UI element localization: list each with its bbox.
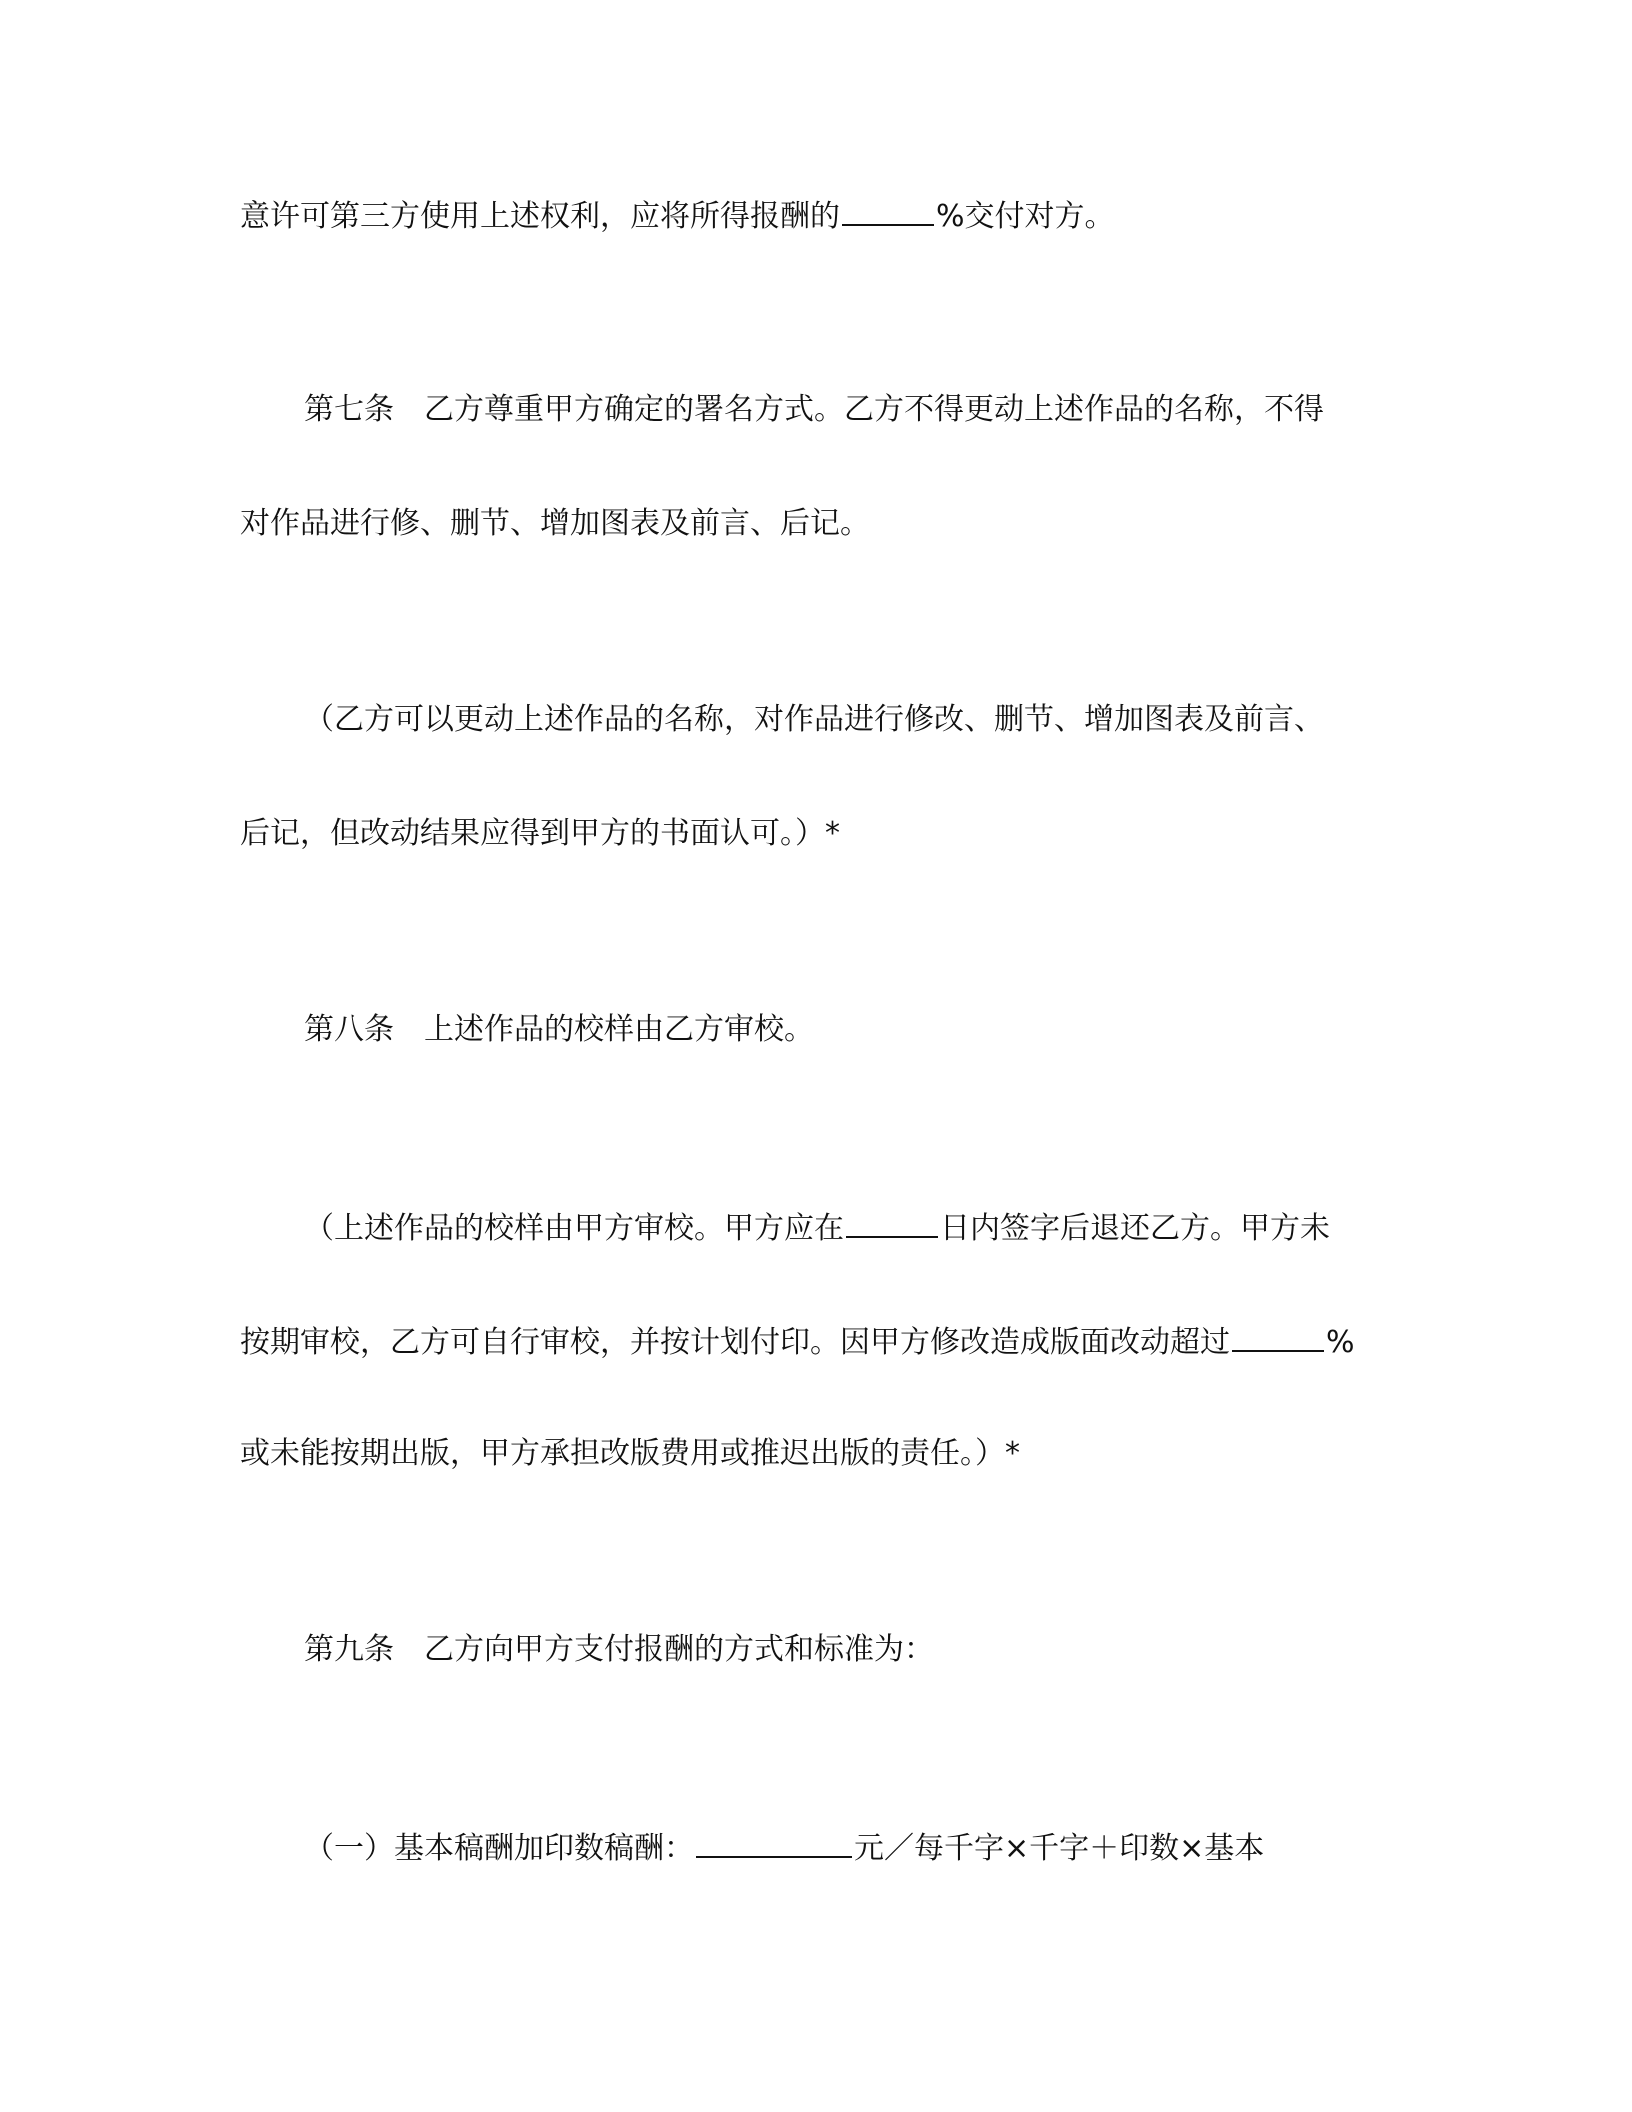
text-segment: 按期审校，乙方可自行审校，并按计划付印。因甲方修改造成版面改动超过 <box>240 1325 1230 1360</box>
article-label: 第八条 <box>304 1012 394 1047</box>
fill-in-blank <box>846 1206 938 1238</box>
clause-1 <box>304 1826 1464 1869</box>
text-segment: 元／每千字×千字＋印数×基本 <box>854 1831 1265 1866</box>
fill-in-blank <box>842 194 934 226</box>
text-segment: 日内签字后退还乙方。甲方未 <box>940 1211 1330 1246</box>
text-segment: % <box>1326 1325 1355 1360</box>
article-7-line-1 <box>304 390 1464 430</box>
text-segment: 意许可第三方使用上述权利，应将所得报酬的 <box>240 199 840 234</box>
article-7-line-2 <box>240 504 1400 544</box>
article-8-alt-line-1 <box>304 1206 1464 1249</box>
article-8-alt-line-2 <box>240 1320 1400 1363</box>
article-8 <box>304 1010 1464 1050</box>
fill-in-blank <box>1232 1320 1324 1352</box>
article-7-alt-line-2 <box>240 814 1400 854</box>
fill-in-blank <box>696 1826 852 1858</box>
article-8-alt-line-3 <box>240 1434 1400 1474</box>
text-segment: 乙方尊重甲方确定的署名方式。乙方不得更动上述作品的名称，不得 <box>424 392 1324 427</box>
text-segment: （一）基本稿酬加印数稿酬： <box>304 1831 694 1866</box>
text-segment: （上述作品的校样由甲方审校。甲方应在 <box>304 1211 844 1246</box>
article-label: 第九条 <box>304 1632 394 1667</box>
text-segment: 乙方向甲方支付报酬的方式和标准为： <box>424 1632 934 1667</box>
paragraph-line <box>240 194 1400 237</box>
article-label: 第七条 <box>304 392 394 427</box>
article-9 <box>304 1630 1464 1670</box>
text-segment: （乙方可以更动上述作品的名称，对作品进行修改、删节、增加图表及前言、 <box>304 702 1324 737</box>
text-segment: 或未能按期出版，甲方承担改版费用或推迟出版的责任。）* <box>240 1436 1020 1471</box>
text-segment: %交付对方。 <box>936 199 1115 234</box>
text-segment: 上述作品的校样由乙方审校。 <box>424 1012 814 1047</box>
text-segment: 对作品进行修、删节、增加图表及前言、后记。 <box>240 506 870 541</box>
text-segment: 后记，但改动结果应得到甲方的书面认可。）* <box>240 816 840 851</box>
article-7-alt-line-1 <box>304 700 1464 740</box>
